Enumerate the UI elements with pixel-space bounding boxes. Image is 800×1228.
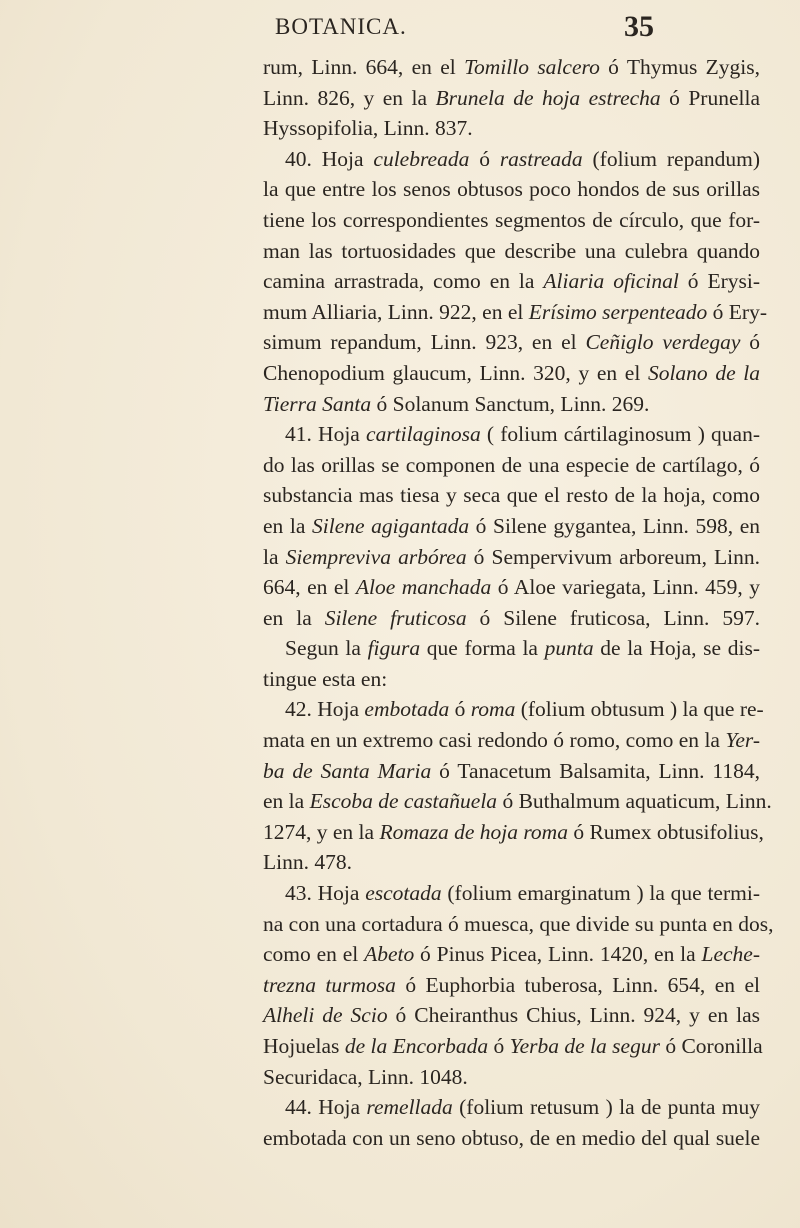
text-line	[263, 756, 760, 787]
italic-term: Yer-	[725, 728, 760, 753]
italic-term: Escoba de castañuela	[309, 789, 498, 814]
text-segment: ó Pinus Picea, Linn. 1420, en la	[414, 942, 702, 967]
text-line	[263, 511, 760, 542]
italic-term: Ceñiglo verdegay	[585, 330, 741, 355]
text-segment: na con una cortadura ó muesca, que divide su punta en dos,	[263, 911, 774, 936]
text-line	[263, 939, 760, 970]
italic-term: Alheli de Scio	[263, 1003, 388, 1028]
text-segment: ó	[469, 146, 500, 171]
text-segment: camina arrastrada, como en la	[263, 269, 544, 294]
italic-term: Aliaria oficinal	[543, 269, 679, 294]
text-segment: en la	[263, 513, 312, 538]
italic-term: escotada	[365, 881, 442, 906]
text-line	[263, 1092, 760, 1123]
text-segment: rum, Linn. 664, en el	[263, 55, 465, 79]
text-segment: ó Aloe variegata, Linn. 459, y	[491, 575, 761, 600]
text-line	[263, 633, 760, 664]
text-line	[263, 327, 760, 358]
text-line	[263, 786, 772, 817]
text-segment: como en el	[263, 942, 365, 967]
italic-term: Silene fruticosa	[324, 605, 467, 630]
text-segment: (folium retusum ) la de punta muy	[452, 1095, 760, 1120]
italic-term: Solano de la	[647, 360, 760, 385]
italic-term: de la Encorbada	[344, 1034, 489, 1058]
italic-term: Brunela de hoja estrecha	[435, 85, 661, 110]
italic-term: embotada	[364, 697, 450, 722]
text-segment: Linn. 478.	[263, 850, 352, 875]
text-segment: 664, en el	[263, 575, 356, 600]
text-segment: 42. Hoja	[285, 697, 365, 722]
text-line	[263, 664, 760, 695]
page-number: 35	[624, 10, 654, 43]
text-segment: ó Buthalmum aquaticum, Linn.	[497, 789, 772, 814]
text-segment: ó Coronilla	[659, 1034, 763, 1058]
text-segment: 1274, y en la	[263, 819, 380, 844]
text-segment: do las orillas se componen de una especie de cartílago, ó	[263, 452, 760, 477]
text-line	[263, 1062, 760, 1093]
text-line	[263, 480, 760, 511]
text-line	[263, 542, 760, 573]
text-segment: Chenopodium glaucum, Linn. 320, y en el	[263, 360, 648, 385]
text-segment: mum Alliaria, Linn. 922, en el	[263, 299, 529, 324]
text-line	[263, 1000, 760, 1031]
italic-term: Siempreviva arbórea	[285, 544, 467, 569]
italic-term: Erísimo serpenteado	[528, 299, 708, 324]
text-line	[263, 817, 764, 848]
text-segment: ó	[449, 697, 471, 722]
text-segment: (folium emarginatum ) la que termi-	[441, 881, 760, 906]
italic-term: trezna turmosa	[263, 972, 396, 997]
text-line	[263, 909, 774, 940]
text-segment: mata en un extremo casi redondo ó romo, como en la	[263, 728, 726, 753]
text-segment: en la	[263, 789, 310, 814]
text-segment: la	[263, 544, 286, 569]
italic-term: culebreada	[373, 146, 470, 171]
italic-term: Abeto	[364, 942, 415, 967]
italic-term: roma	[470, 697, 516, 722]
text-segment: 43. Hoja	[285, 881, 366, 906]
text-segment: de la Hoja, se dis-	[593, 636, 760, 661]
text-segment: ó Tanacetum Balsamita, Linn. 1184,	[431, 758, 760, 783]
text-segment: ó Solanum Sanctum, Linn. 269.	[371, 391, 650, 416]
text-line	[263, 878, 760, 909]
text-segment: ó Silene fruticosa, Linn. 597.	[466, 605, 760, 630]
italic-term: Tierra Santa	[263, 391, 372, 416]
text-line	[263, 52, 760, 83]
italic-term: remellada	[366, 1095, 453, 1120]
text-segment: ó Rumex obtusifolius,	[567, 819, 764, 844]
body-text	[263, 52, 774, 1153]
italic-term: figura	[367, 636, 421, 661]
text-segment: ó Thymus Zygis,	[599, 55, 760, 79]
text-segment: tiene los correspondientes segmentos de círculo, que for-	[263, 207, 760, 232]
italic-term: punta	[544, 636, 594, 661]
text-line	[263, 450, 760, 481]
text-segment: la que entre los senos obtusos poco hondos de sus orillas	[263, 177, 760, 202]
text-segment: tingue esta en:	[263, 666, 388, 691]
text-line	[263, 970, 760, 1001]
italic-term: cartilaginosa	[366, 422, 481, 447]
italic-term: rastreada	[499, 146, 583, 171]
text-segment: en la	[263, 605, 325, 630]
text-segment: substancia mas tiesa y seca que el resto de la hoja, como	[263, 483, 760, 508]
text-line	[263, 1031, 763, 1062]
text-line	[263, 297, 767, 328]
text-segment: ó	[740, 330, 760, 355]
text-line	[263, 389, 760, 420]
italic-term: Aloe manchada	[355, 575, 492, 600]
text-segment: (folium repandum)	[582, 146, 760, 171]
text-segment: Hyssopifolia, Linn. 837.	[263, 116, 473, 141]
text-segment: ó Ery-	[707, 299, 767, 324]
text-line	[263, 603, 760, 634]
text-line	[263, 174, 760, 205]
italic-term: Leche-	[701, 942, 760, 967]
italic-term: Tomillo salcero	[464, 55, 600, 79]
text-segment: ó Cheiranthus Chius, Linn. 924, y en las	[387, 1003, 760, 1028]
text-segment: (folium obtusum ) la que re-	[515, 697, 764, 722]
text-line	[263, 725, 760, 756]
text-segment: Segun la	[285, 636, 368, 661]
text-segment: ( folium cártilaginosum ) quan-	[480, 422, 761, 447]
text-segment: ó Sempervivum arboreum, Linn.	[466, 544, 760, 569]
text-segment: embotada con un seno obtuso, de en medio del qual suele	[263, 1125, 760, 1150]
running-head: BOTANICA.	[275, 14, 407, 39]
text-line	[263, 236, 760, 267]
text-segment: Securidaca, Linn. 1048.	[263, 1064, 468, 1089]
italic-term: ba de Santa Maria	[263, 758, 432, 783]
text-line	[263, 847, 760, 878]
text-segment: Hojuelas	[263, 1034, 345, 1058]
text-segment: ó	[488, 1034, 510, 1058]
text-line	[263, 144, 760, 175]
text-line	[263, 83, 760, 114]
italic-term: Silene agigantada	[312, 513, 470, 538]
italic-term: Romaza de hoja roma	[379, 819, 568, 844]
text-segment: 40. Hoja	[285, 146, 374, 171]
text-segment: ó Euphorbia tuberosa, Linn. 654, en el	[395, 972, 760, 997]
italic-term: Yerba de la segur	[509, 1034, 660, 1058]
text-segment: 44. Hoja	[285, 1095, 367, 1120]
text-line	[263, 266, 760, 297]
text-segment: simum repandum, Linn. 923, en el	[263, 330, 586, 355]
text-segment: ó Erysi-	[678, 269, 761, 294]
text-line	[263, 1123, 760, 1154]
text-segment: Linn. 826, y en la	[263, 85, 436, 110]
text-line	[263, 419, 760, 450]
text-segment: que forma la	[420, 636, 545, 661]
text-line	[263, 358, 760, 389]
text-segment: ó Prunella	[660, 85, 760, 110]
text-segment: ó Silene gygantea, Linn. 598, en	[469, 513, 760, 538]
text-line	[263, 694, 764, 725]
text-line	[263, 572, 760, 603]
text-line	[263, 113, 760, 144]
text-segment: 41. Hoja	[285, 422, 367, 447]
text-line	[263, 205, 760, 236]
text-segment: man las tortuosidades que describe una culebra quando	[263, 238, 760, 263]
